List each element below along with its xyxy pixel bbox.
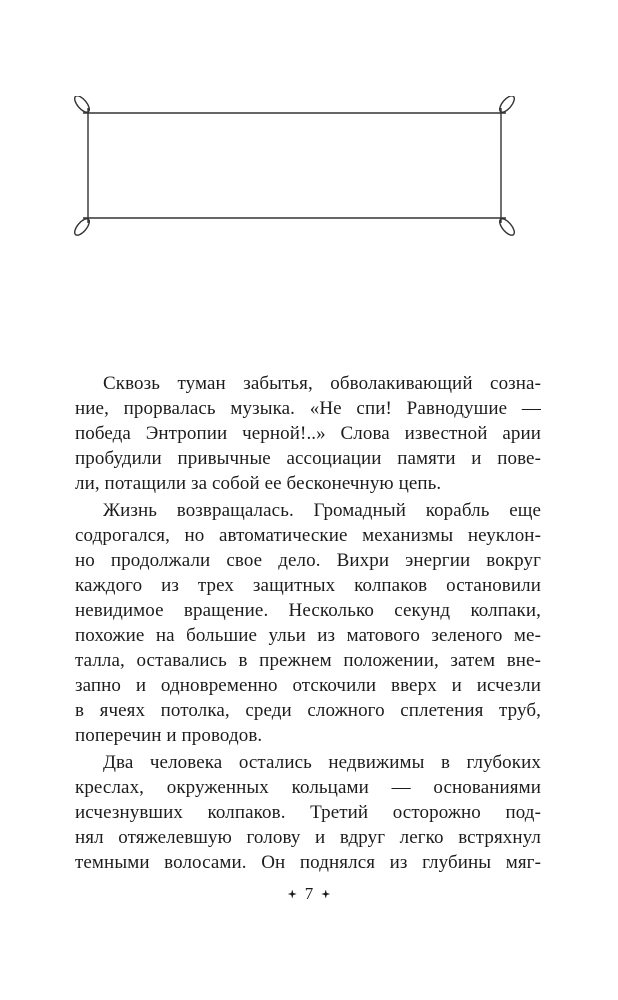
text-line: победа Энтропии черной!..» Слова известной арии: [75, 423, 541, 444]
decorative-frame: [70, 96, 520, 236]
page-number: 7: [304, 884, 314, 903]
text-line: содрогался, но автоматические механизмы неуклон-: [75, 525, 541, 546]
text-line: ние, прорвалась музыка. «Не спи! Равнодушие —: [75, 398, 541, 419]
text-line: нял отяжелевшую голову и вдруг легко встряхнул: [75, 827, 541, 848]
text-line: поперечин и проводов.: [75, 725, 263, 746]
text-line: талла, оставались в прежнем положении, затем вне-: [75, 650, 541, 671]
text-line: исчезнувших колпаков. Третий осторожно под-: [75, 802, 541, 823]
paragraph: [75, 371, 541, 496]
text-line: Сквозь туман забытья, обволакивающий созна-: [103, 373, 541, 394]
text-line: креслах, окруженных кольцами — основаниями: [75, 777, 541, 798]
page-footer: [0, 884, 618, 904]
paragraph: [75, 750, 541, 875]
text-line: но продолжали свое дело. Вихри энергии вокруг: [75, 550, 541, 571]
text-line: темными волосами. Он поднялся из глубины мяг-: [75, 852, 541, 873]
four-pointed-star-icon: [288, 890, 297, 899]
text-line: в ячеях потолка, среди сложного сплетения труб,: [75, 700, 541, 721]
text-line: каждого из трех защитных колпаков остановили: [75, 575, 541, 596]
paragraph: [75, 498, 541, 748]
corner-loop-icon: [72, 96, 517, 236]
text-line: похожие на большие ульи из матового зеленого ме-: [75, 625, 541, 646]
text-line: пробудили привычные ассоциации памяти и пове-: [75, 448, 541, 469]
text-line: Жизнь возвращалась. Громадный корабль еще: [103, 500, 541, 521]
text-line: Два человека остались недвижимы в глубоких: [103, 752, 541, 773]
text-line: ли, потащили за собой ее бесконечную цепь.: [75, 473, 442, 494]
frame-border: [83, 108, 506, 223]
body-text: [75, 371, 541, 875]
text-line: невидимое вращение. Несколько секунд колпаки,: [75, 600, 541, 621]
text-line: запно и одновременно отскочили вверх и исчезли: [75, 675, 541, 696]
four-pointed-star-icon: [321, 890, 330, 899]
